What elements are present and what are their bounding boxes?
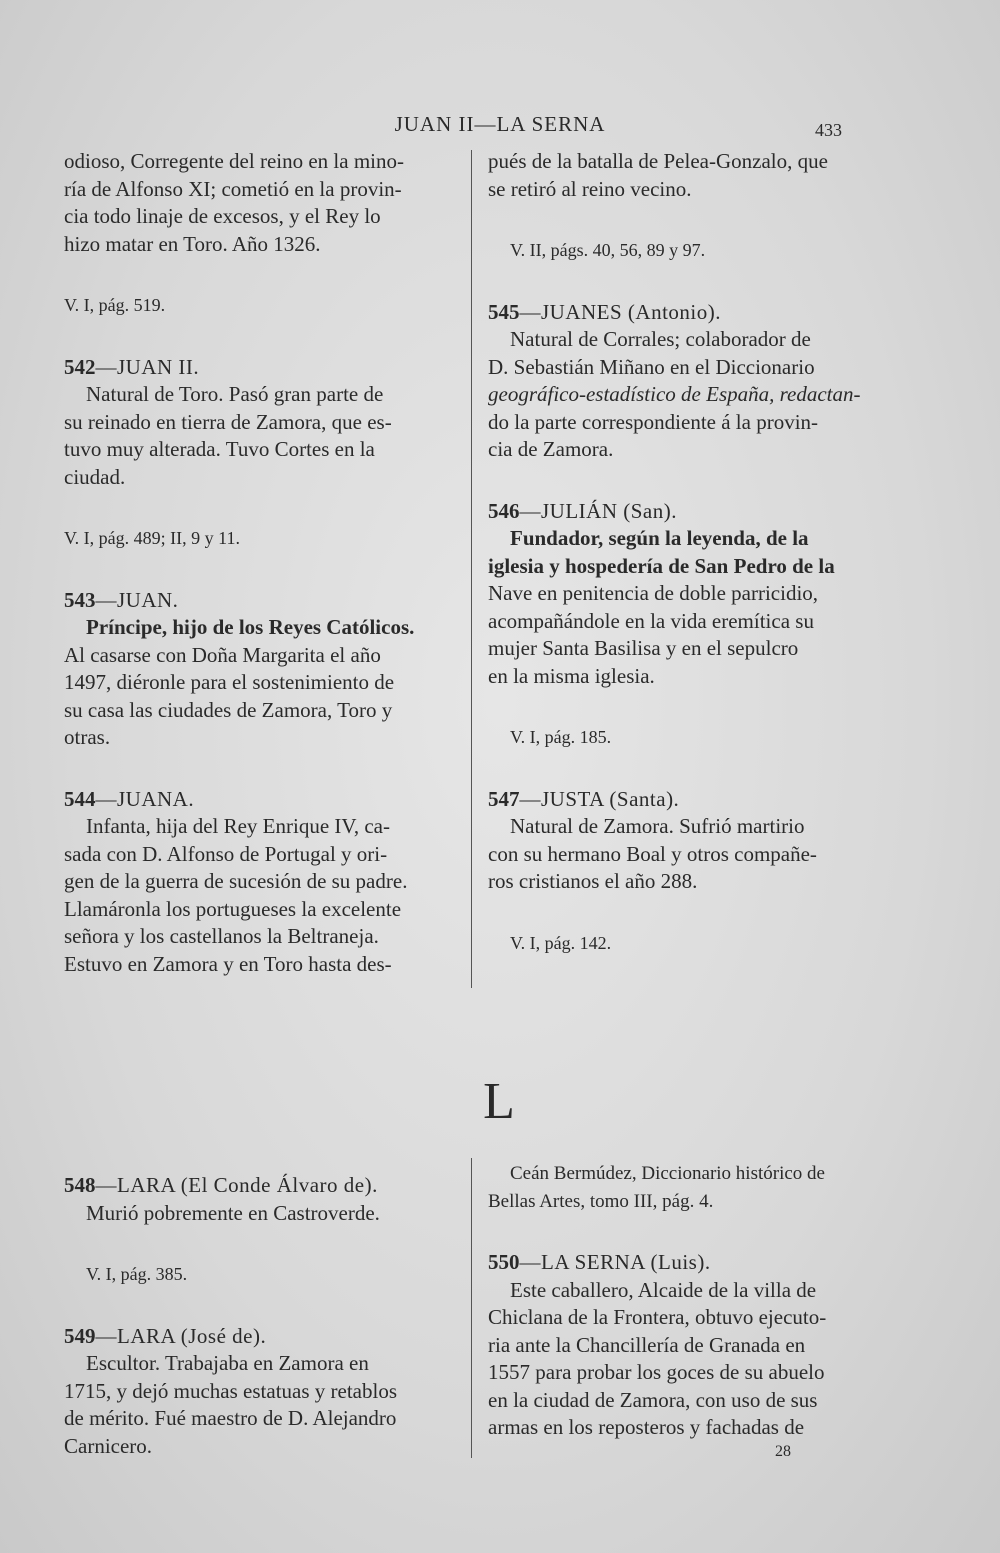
- text-line: Escultor. Trabajaba en Zamora en: [86, 1351, 369, 1375]
- column-rule-bottom: [471, 1158, 472, 1458]
- text-line: tuvo muy alterada. Tuvo Cortes en la: [64, 437, 375, 461]
- text-line: Estuvo en Zamora y en Toro hasta des-: [64, 951, 392, 976]
- text-line: cia de Zamora.: [488, 437, 614, 461]
- right-column-bottom: [488, 1160, 874, 1442]
- entry-number: 548: [64, 1173, 96, 1197]
- text-line: Fundador, según la leyenda, de la: [510, 526, 809, 550]
- left-column-bottom: [64, 1172, 460, 1460]
- text-line: con su hermano Boal y otros compañe-: [488, 841, 817, 866]
- entry-549-heading: [64, 1323, 460, 1351]
- text-line: Carnicero.: [64, 1433, 153, 1458]
- text-line: sada con D. Alfonso de Portugal y ori-: [64, 841, 388, 866]
- text-line: hizo matar en Toro. Año 1326.: [64, 231, 321, 256]
- text-line: Chiclana de la Frontera, obtuvo ejecuto-: [488, 1305, 827, 1329]
- text-line: geográfico-estadístico de España, redactan-: [488, 382, 861, 406]
- text-line: gen de la guerra de sucesión de su padre.: [64, 869, 408, 893]
- text-line: Murió pobremente en Castroverde.: [86, 1200, 380, 1225]
- text-line: acompañándole en la vida eremítica su: [488, 608, 814, 633]
- text-line: pués de la batalla de Pelea-Gonzalo, que: [488, 149, 828, 173]
- entry-title: —LA SERNA (Luis).: [519, 1250, 711, 1274]
- text-line: iglesia y hospedería de San Pedro de la: [488, 553, 835, 578]
- text-line: D. Sebastián Miñano en el Diccionario: [488, 354, 815, 379]
- text-line: Llamáronla los portugueses la excelente: [64, 896, 402, 921]
- entry-542-heading: [64, 354, 460, 382]
- text-line: Natural de Corrales; colaborador de: [510, 327, 811, 351]
- left-column-top: [64, 148, 460, 978]
- entry-545-heading: [488, 299, 874, 327]
- text-line: otras.: [64, 725, 111, 749]
- entry-number: 546: [488, 498, 520, 523]
- text-line: Natural de Toro. Pasó gran parte de: [86, 382, 384, 406]
- text-line: Ceán Bermúdez, Diccionario histórico de: [510, 1163, 825, 1184]
- entry-title: —JUANA.: [95, 786, 195, 811]
- entry-title: —JUANES (Antonio).: [519, 299, 721, 324]
- text-line: 1497, diéronle para el sostenimiento de: [64, 670, 395, 694]
- text-line: en la ciudad de Zamora, con uso de sus: [488, 1387, 818, 1412]
- entry-544-heading: [64, 786, 460, 814]
- entry-title: —JUSTA (Santa).: [519, 786, 680, 811]
- reference-line: V. I, pág. 489; II, 9 y 11.: [64, 528, 240, 548]
- text-line: Natural de Zamora. Sufrió martirio: [510, 814, 805, 838]
- right-column-top: [488, 148, 874, 957]
- reference-line: V. II, págs. 40, 56, 89 y 97.: [510, 240, 706, 260]
- text-line: Príncipe, hijo de los Reyes Católicos.: [86, 615, 415, 639]
- entry-number: 547: [488, 786, 520, 811]
- text-line: su reinado en tierra de Zamora, que es-: [64, 409, 392, 434]
- entry-546-heading: [488, 498, 874, 526]
- text-line: Bellas Artes, tomo III, pág. 4.: [488, 1190, 714, 1212]
- entry-548-heading: [64, 1172, 460, 1200]
- running-head: JUAN II—LA SERNA: [394, 112, 606, 136]
- entry-title: —LARA (José de).: [95, 1323, 267, 1348]
- entry-number: 549: [64, 1323, 96, 1348]
- reference-line: V. I, pág. 385.: [86, 1264, 188, 1284]
- text-line: mujer Santa Basilisa y en el sepulcro: [488, 636, 799, 660]
- text-line: armas en los reposteros y fachadas de: [488, 1415, 805, 1439]
- page-number: 433: [815, 120, 842, 140]
- text-line: se retiró al reino vecino.: [488, 176, 692, 201]
- entry-title: —JUAN.: [95, 587, 179, 612]
- entry-543-heading: [64, 587, 460, 615]
- text-line: Este caballero, Alcaide de la villa de: [510, 1277, 817, 1302]
- entry-number: 542: [64, 354, 96, 379]
- text-line: ría de Alfonso XI; cometió en la provin-: [64, 176, 402, 201]
- text-line: cia todo linaje de excesos, y el Rey lo: [64, 204, 381, 228]
- entry-number: 544: [64, 786, 96, 811]
- text-line: odioso, Corregente del reino en la mino-: [64, 149, 404, 173]
- entry-title: —JULIÁN (San).: [519, 498, 677, 523]
- text-line: 1557 para probar los goces de su abuelo: [488, 1360, 825, 1384]
- section-letter: L: [483, 1073, 517, 1130]
- reference-line: V. I, pág. 142.: [510, 932, 612, 953]
- text-line: Infanta, hija del Rey Enrique IV, ca-: [86, 814, 390, 838]
- text-line: de mérito. Fué maestro de D. Alejandro: [64, 1406, 397, 1430]
- text-line: ria ante la Chancillería de Granada en: [488, 1332, 806, 1357]
- entry-number: 543: [64, 587, 96, 612]
- entry-547-heading: [488, 786, 874, 814]
- signature-mark: 28: [775, 1443, 791, 1460]
- entry-title: —JUAN II.: [95, 354, 200, 379]
- entry-title: —LARA (El Conde Álvaro de).: [95, 1173, 378, 1197]
- text-line: Al casarse con Doña Margarita el año: [64, 642, 381, 667]
- text-line: Nave en penitencia de doble parricidio,: [488, 581, 819, 605]
- text-line: 1715, y dejó muchas estatuas y retablos: [64, 1378, 398, 1403]
- column-rule-top: [471, 150, 472, 988]
- text-line: su casa las ciudades de Zamora, Toro y: [64, 697, 393, 722]
- entry-number: 545: [488, 299, 520, 324]
- text-line: señora y los castellanos la Beltraneja.: [64, 924, 379, 948]
- text-line: ciudad.: [64, 464, 126, 489]
- text-line: ros cristianos el año 288.: [488, 869, 698, 893]
- text-line: en la misma iglesia.: [488, 663, 655, 688]
- entry-550-heading: [488, 1249, 874, 1277]
- entry-number: 550: [488, 1250, 520, 1274]
- text-line: do la parte correspondiente á la provin-: [488, 409, 819, 434]
- reference-line: V. I, pág. 519.: [64, 295, 166, 315]
- reference-line: V. I, pág. 185.: [510, 727, 612, 747]
